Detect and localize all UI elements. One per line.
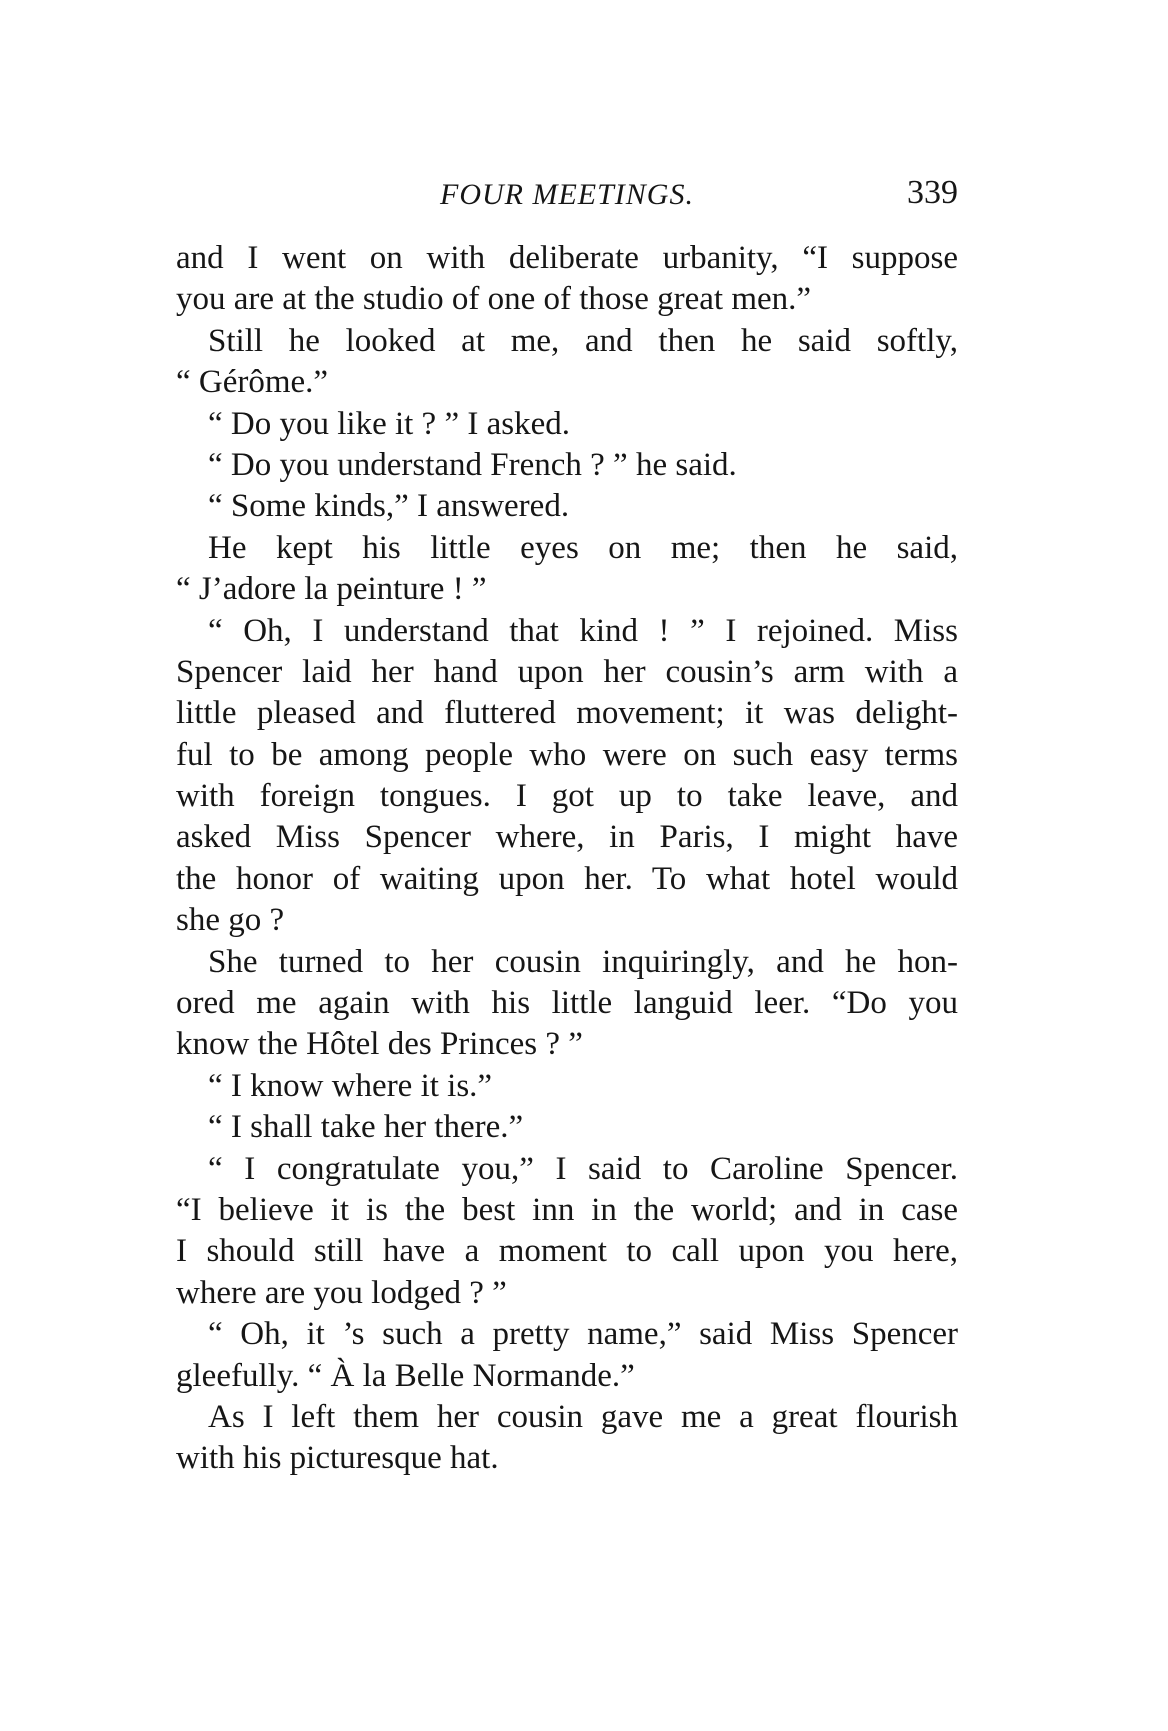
text-line: gleefully. “ À la Belle Normande.” — [176, 1357, 635, 1394]
running-head — [176, 174, 958, 218]
body-text — [176, 238, 958, 1480]
text-line: little pleased and fluttered movement; it was delight- — [176, 695, 958, 732]
text-line: “ I know where it is.” — [208, 1067, 493, 1104]
text-line: she go ? — [176, 902, 285, 939]
text-line: asked Miss Spencer where, in Paris, I might have — [176, 819, 958, 856]
text-line: ored me again with his little languid leer. “Do you — [176, 985, 958, 1022]
text-line: “ J’adore la peinture ! ” — [176, 571, 487, 608]
text-line: As I left them her cousin gave me a great flourish — [208, 1398, 958, 1435]
text-line: ful to be among people who were on such easy terms — [176, 736, 958, 773]
running-title: FOUR MEETINGS. — [440, 178, 694, 211]
text-line: “ Gérôme.” — [176, 364, 329, 401]
text-line: “ Some kinds,” I answered. — [208, 488, 570, 525]
text-line: “ Do you like it ? ” I asked. — [208, 405, 570, 442]
text-line: the honor of waiting upon her. To what hotel would — [176, 860, 958, 897]
text-line: where are you lodged ? ” — [176, 1274, 507, 1311]
text-line: Still he looked at me, and then he said softly, — [208, 322, 958, 359]
text-line: I should still have a moment to call upon you here, — [176, 1233, 958, 1270]
text-line: “ Oh, I understand that kind ! ” I rejoined. Miss — [208, 612, 958, 649]
text-line: “ I congratulate you,” I said to Caroline Spencer. — [208, 1150, 958, 1187]
text-line: “ Do you understand French ? ” he said. — [208, 446, 737, 483]
text-line: know the Hôtel des Princes ? ” — [176, 1026, 583, 1063]
text-line: “I believe it is the best inn in the world; and in case — [176, 1191, 958, 1228]
text-line: She turned to her cousin inquiringly, and he hon- — [208, 943, 958, 980]
text-line: with foreign tongues. I got up to take leave, and — [176, 778, 958, 815]
text-line: “ Oh, it ’s such a pretty name,” said Miss Spencer — [208, 1316, 958, 1353]
text-line: with his picturesque hat. — [176, 1440, 499, 1477]
text-line: “ I shall take her there.” — [208, 1109, 524, 1146]
text-line: and I went on with deliberate urbanity, “I suppose — [176, 240, 958, 276]
text-line: Spencer laid her hand upon her cousin’s arm with a — [176, 653, 958, 690]
text-line: He kept his little eyes on me; then he said, — [208, 529, 958, 566]
page-number: 339 — [907, 174, 958, 211]
text-line: you are at the studio of one of those great men.” — [176, 281, 812, 318]
